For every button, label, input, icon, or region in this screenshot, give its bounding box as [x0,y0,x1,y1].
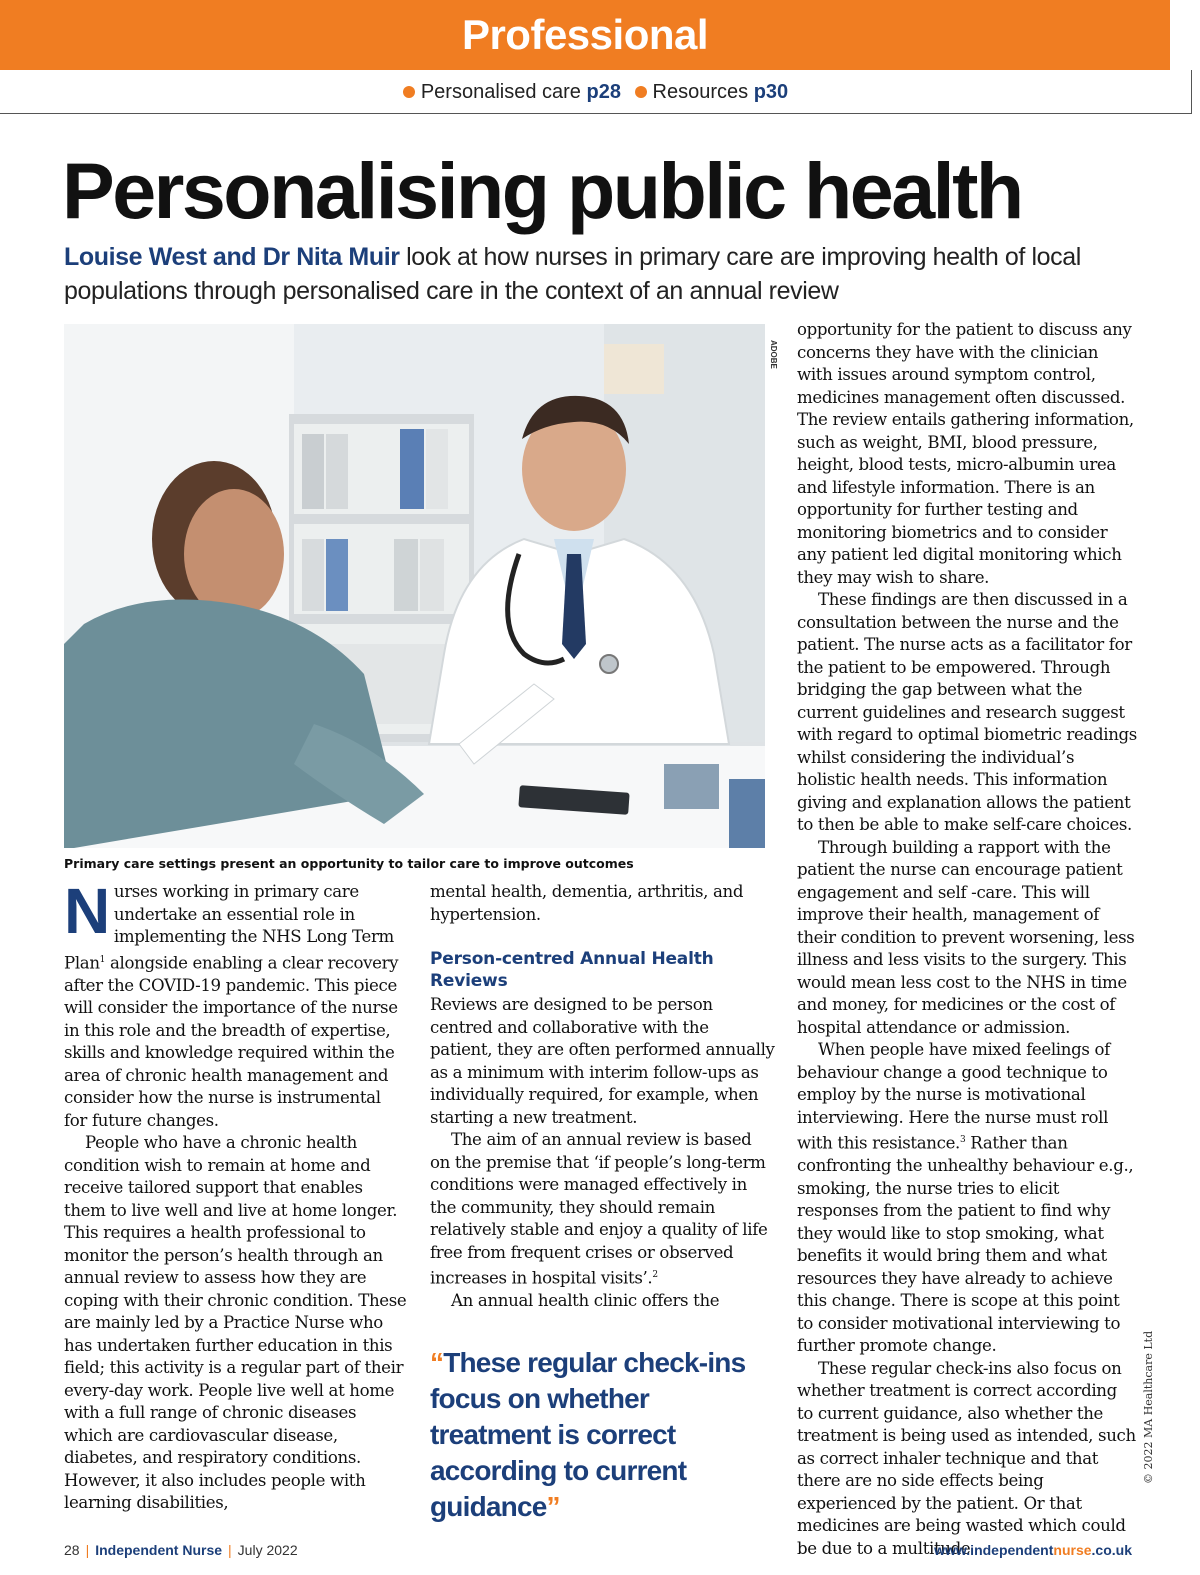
body-paragraph: These regular check-ins also focus on whether treatment is correct according to current guidance, also whether the treatment is being used as intended, such as correct inhaler technique and that there are no side effects being experienced by the patient. Or that medicines are being wasted which could be due to a multitude [797,1358,1136,1558]
body-paragraph: opportunity for the patient to discuss any concerns they have with the clinician with issues around symptom control, medicines management often discussed. The review entails gathering information, such as weight, BMI, blood pressure, height, blood tests, micro-albumin urea and lifestyle information. There is an opportunity for further testing and monitoring biometrics and to consider any patient led digital monitoring which they may wish to share. [797,320,1134,587]
authors: Louise West and Dr Nita Muir [64,243,400,271]
body-paragraph: Reviews are designed to be person centred and collaborative with the patient, they are often performed annually as a minimum with interim follow-ups as individually required, for example, when starting a new treatment. [430,995,775,1127]
section-title: Professional [461,11,709,58]
article-headline: Personalising public health [62,146,1022,235]
magazine-name: Independent Nurse [95,1542,223,1558]
reference-number: 3 [959,1135,966,1145]
body-paragraph: mental health, dementia, arthritis, and hypertension. [430,882,744,924]
standfirst [64,240,1144,308]
nav-label: Personalised care [420,81,581,103]
pull-quote [430,1345,775,1525]
reference-number: 1 [99,954,106,965]
nav-item-resources[interactable] [635,81,789,103]
section-nav [0,70,1192,114]
body-column-3 [797,319,1137,1560]
body-paragraph: An annual health clinic offers the [451,1291,720,1311]
separator: | [228,1542,232,1558]
section-subheading: Person-centred Annual Health Reviews [430,949,714,991]
bullet-dot-icon [635,86,647,98]
nav-page-number: p28 [586,81,621,103]
pull-quote-text: These regular check-ins focus on whether treatment is correct according to current guidance [430,1347,746,1522]
standfirst-text: look at how nurses in primary care are improving health of local populations through personalised care in the context of an annual review [64,243,1081,305]
body-paragraph: The aim of an annual review is based on the premise that ‘if people’s long-term conditions were managed effectively in the community, they should remain relatively stable and enjoy a quality of life free from frequent crises or observed increases in hospital visits’.$^2$ [430,1130,768,1288]
nav-page-number: p30 [753,81,789,103]
nav-label: Resources [652,81,749,103]
nav-item-personalised-care[interactable] [403,81,627,103]
bullet-dot-icon [403,86,415,98]
reference-number: 2 [652,1270,658,1280]
body-paragraph: Nurses working in primary care undertake an essential role in implementing the NHS Long Term Plan$^1$ alongside enabling a clear recovery after the COVID-19 pandemic. This piece will consider the importance of the nurse in this role and the breadth of expertise, skills and knowledge required within the area of chronic health management and consider how the nurse is instrumental for future changes. [64,875,399,1130]
body-paragraph: These findings are then discussed in a consultation between the nurse and the patient. The nurse acts as a facilitator for the patient to be empowered. Through bridging the gap between what the current guidelines and research suggest with regard to optimal biometric readings whilst considering the individual’s holistic health needs. This information giving and explanation allows the patient to then be able to make self-care choices. [797,590,1137,834]
footer-url[interactable]: www.independentnurse.co.uk [934,1542,1132,1558]
photo-caption: Primary care settings present an opportunity to tailor care to improve outcomes [64,856,634,871]
footer-folio [64,1542,298,1558]
drop-cap: N [64,875,110,947]
body-column-1 [64,875,408,1515]
copyright-notice: © 2022 MA Healthcare Ltd [1142,1330,1155,1484]
open-quote-mark: “ [430,1347,444,1378]
section-banner [0,0,1170,70]
page-number: 28 [64,1542,80,1558]
close-quote-mark: ” [546,1491,560,1522]
body-column-2 [430,881,775,1313]
photo-credit: ADOBE [769,340,778,369]
consultation-illustration [64,324,765,848]
article-photo [64,324,765,848]
body-paragraph: People who have a chronic health condition wish to remain at home and receive tailored support that enables them to live well and live at home longer. This requires a health professional to monitor the person’s health through an annual review to assess how they are coping with their chronic condition. These are mainly led by a Practice Nurse who has undertaken further education in this field; this activity is a regular part of their every-day work. People live well at home with a full range of chronic diseases which are cardiovascular disease, diabetes, and respiratory conditions. However, it also includes people with learning disabilities, [64,1133,407,1513]
body-paragraph: Through building a rapport with the patient the nurse can encourage patient engagement and self -care. This will improve their health, management of their condition to prevent worsening, less illness and less visits to the surgery. This would mean less cost to the NHS in time and money, for medicines or the cost of hospital attendance or admission. [797,837,1135,1037]
issue-date: July 2022 [237,1542,298,1558]
separator: | [85,1542,90,1558]
body-paragraph: When people have mixed feelings of behaviour change a good technique to employ by the nurse is motivational interviewing. Here the nurse must roll with this resistance.$^3$ Rather than confronting the unhealthy behaviour e.g., smoking, the nurse tries to elicit responses from the patient to find why they would like to stop smoking, what benefits it would bring them and what resources they have already to achieve this change. There is scope at this point to consider motivational interviewing to further promote change. [797,1040,1134,1356]
